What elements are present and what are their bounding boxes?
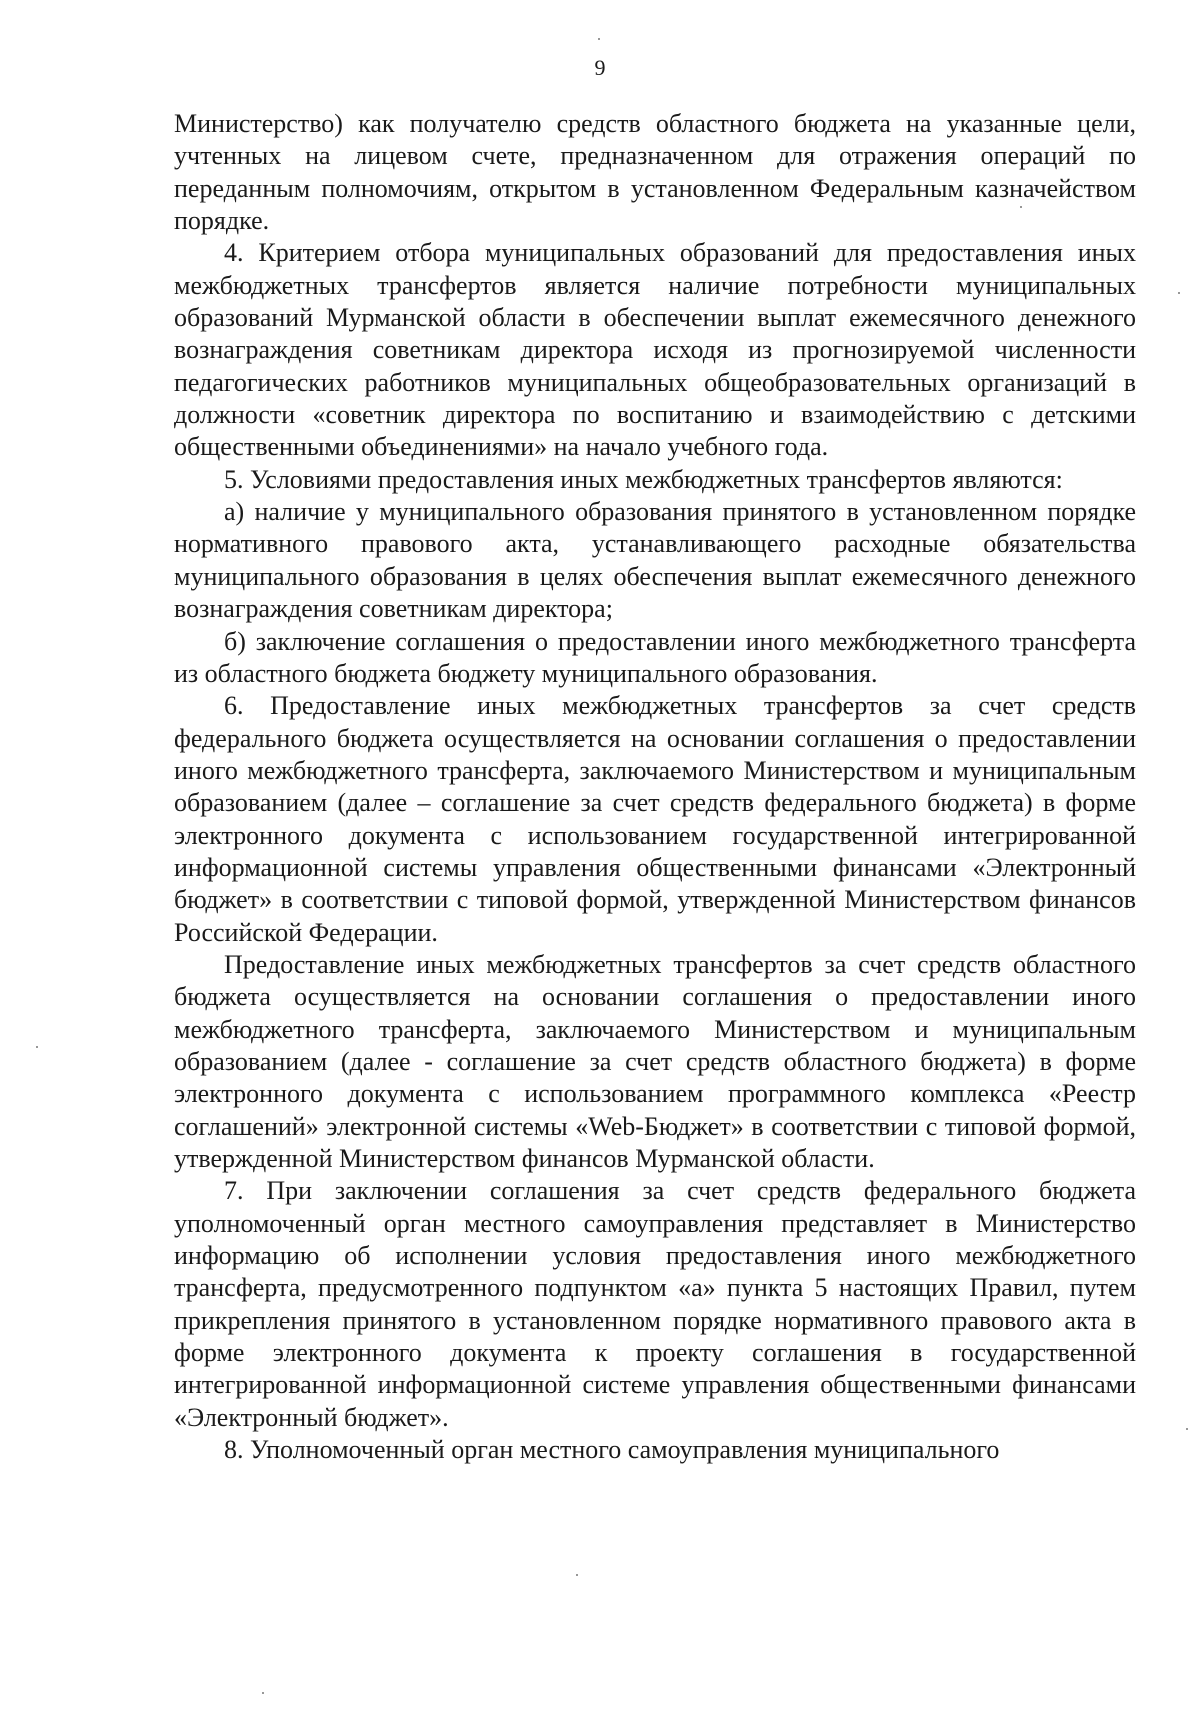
scan-speck [36,1046,38,1048]
page-number: 9 [594,55,606,80]
paragraph-item-4: 4. Критерием отбора муниципальных образований для предоставления иных межбюджетных трансфертов является наличие потребности муниципальных образований Мурманской области в обеспечении выплат ежемесячного денежного вознаграждения советникам директора исходя из прогнозируемой численности педагогических работников муниципальных общеобразовательных организаций в должности «советник директора по воспитанию и взаимодействию с детскими общественными объединениями» на начало учебного года. [174,238,1136,462]
paragraph-continuation: Министерство) как получателю средств областного бюджета на указанные цели, учтенных на лицевом счете, предназначенном для отражения операций по переданным полномочиям, открытом в установленном Федеральным казначейством порядке. [174,109,1136,236]
scan-speck [1178,292,1180,294]
paragraph-item-6: 6. Предоставление иных межбюджетных трансфертов за счет средств федерального бюджета осуществляется на основании соглашения о предоставлении иного межбюджетного трансферта, заключаемого Министерством и муниципальным образованием (далее – соглашение за счет средств федерального бюджета) в форме электронного документа с использованием государственной интегрированной информационной системы управления общественными финансами «Электронный бюджет» в соответствии с типовой формой, утвержденной Министерством финансов Российской Федерации. [174,691,1136,947]
scan-speck [1186,1428,1188,1430]
paragraph-subitem-a: а) наличие у муниципального образования принятого в установленном порядке нормативного правового акта, устанавливающего расходные обязательства муниципального образования в целях обеспечения выплат ежемесячного денежного вознаграждения советникам директора; [174,497,1136,624]
paragraph-item-5: 5. Условиями предоставления иных межбюджетных трансфертов являются: [224,464,1063,494]
scan-speck [262,1692,264,1694]
paragraph-item-6-continued: Предоставление иных межбюджетных трансфертов за счет средств областного бюджета осуществляется на основании соглашения о предоставлении иного межбюджетного трансферта, заключаемого Министерством и муниципальным образованием (далее - соглашение за счет средств областного бюджета) в форме электронного документа с использованием программного комплекса «Реестр соглашений» электронной системы «Web-Бюджет» в соответствии с типовой формой, утвержденной Министерством финансов Мурманской области. [174,949,1136,1173]
paragraph-item-8: 8. Уполномоченный орган местного самоуправления муниципального [224,1435,1000,1465]
scan-speck [598,38,600,40]
document-body [174,108,1136,1466]
paragraph-subitem-b: б) заключение соглашения о предоставлении иного межбюджетного трансферта из областного бюджета бюджету муниципального образования. [174,626,1136,688]
scan-speck [576,1574,578,1576]
paragraph-item-7: 7. При заключении соглашения за счет средств федерального бюджета уполномоченный орган местного самоуправления представляет в Министерство информацию об исполнении условия предоставления иного межбюджетного трансферта, предусмотренного подпунктом «а» пункта 5 настоящих Правил, путем прикрепления принятого в установленном порядке нормативного правового акта в форме электронного документа к проекту соглашения в государственной интегрированной информационной системе управления общественными финансами «Электронный бюджет». [174,1176,1136,1432]
scan-speck [1020,206,1022,208]
